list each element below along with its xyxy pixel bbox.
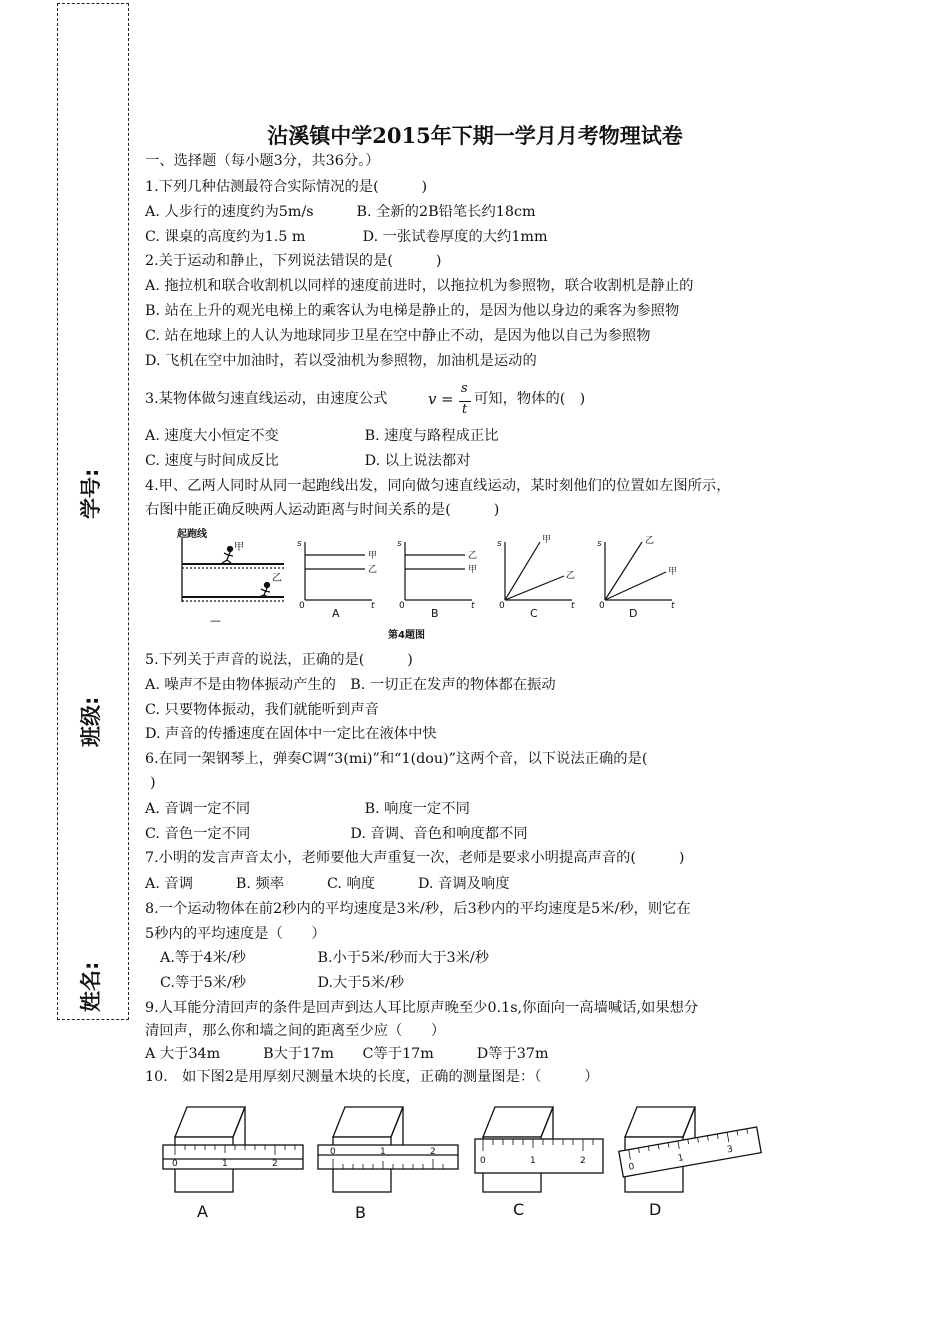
- svg-text:0: 0: [627, 1161, 636, 1173]
- option-b-label: B: [355, 1203, 366, 1222]
- svg-text:1: 1: [677, 1153, 685, 1165]
- question-5: 5.下列关于声音的说法，正确的是( ): [145, 652, 413, 668]
- svg-text:t: t: [671, 601, 675, 611]
- svg-text:2: 2: [272, 1159, 278, 1169]
- q3-options-cd: C. 速度与时间成反比 D. 以上说法都对: [145, 453, 471, 469]
- question-4-line2: 右图中能正确反映两人运动距离与时间关系的是( ): [145, 502, 500, 518]
- formula-v: v: [428, 390, 437, 408]
- q6-options-cd: C. 音色一定不同 D. 音调、音色和响度都不同: [145, 826, 528, 842]
- question-3-end: 可知，物体的( ): [474, 391, 586, 407]
- question-8-line1: 8.一个运动物体在前2秒内的平均速度是3米/秒，后3秒内的平均速度是5米/秒，则它在: [145, 901, 691, 917]
- question-2: 2.关于运动和静止，下列说法错误的是( ): [145, 253, 442, 269]
- question-9-line1: 9.人耳能分清回声的条件是回声到达人耳比原声晚至少0.1s,你面向一高墙喊话,如果想分: [145, 1000, 699, 1016]
- ruler-option-a: [163, 1107, 303, 1221]
- svg-text:t: t: [371, 601, 375, 611]
- svg-text:0: 0: [299, 601, 305, 611]
- ruler-option-b: [318, 1107, 458, 1222]
- svg-text:甲: 甲: [668, 567, 678, 577]
- svg-text:t: t: [471, 601, 475, 611]
- graph-d-label: D: [629, 607, 638, 620]
- exam-title: 沾溪镇中学2015年下期一学月月考物理试卷: [267, 123, 683, 148]
- svg-text:0: 0: [172, 1159, 178, 1169]
- runner-jia-icon: [222, 547, 233, 564]
- ruler-option-c: [475, 1107, 603, 1219]
- graph-a-label: A: [332, 607, 340, 620]
- q2-option-a: A. 拖拉机和联合收割机以同样的速度前进时，以拖拉机为参照物，联合收割机是静止的: [145, 278, 694, 294]
- start-line-scene: [177, 527, 284, 627]
- option-c-label: C: [513, 1200, 525, 1219]
- question-7: 7.小明的发言声音太小，老师要他大声重复一次，老师是要求小明提高声音的( ): [145, 850, 685, 866]
- svg-text:t: t: [571, 601, 575, 611]
- graph-c-label: C: [530, 607, 538, 620]
- svg-text:s: s: [297, 539, 302, 549]
- graph-a: [297, 539, 377, 620]
- svg-text:甲: 甲: [542, 535, 552, 545]
- q1-options-ab: A. 人步行的速度约为5m/s B. 全新的2B铅笔长约18cm: [145, 204, 536, 220]
- svg-text:2: 2: [430, 1147, 436, 1157]
- svg-text:2: 2: [580, 1156, 586, 1166]
- formula-equals: =: [441, 390, 454, 408]
- svg-text:s: s: [497, 539, 502, 549]
- q8-options-ab: A.等于4米/秒 B.小于5米/秒而大于3米/秒: [160, 950, 490, 966]
- q7-options: A. 音调 B. 频率 C. 响度 D. 音调及响度: [145, 876, 510, 892]
- graph-b: [397, 539, 477, 620]
- q2-option-b: B. 站在上升的观光电梯上的乘客认为电梯是静止的，是因为他以身边的乘客为参照物: [145, 303, 680, 319]
- start-line-label: 起跑线: [177, 529, 207, 540]
- q5-options-ab: A. 噪声不是由物体振动产生的 B. 一切正在发声的物体都在振动: [145, 677, 556, 693]
- q8-options-cd: C.等于5米/秒 D.大于5米/秒: [160, 975, 405, 991]
- q3-options-ab: A. 速度大小恒定不变 B. 速度与路程成正比: [145, 428, 499, 444]
- svg-text:s: s: [597, 539, 602, 549]
- section-heading: 一、选择题（每小题3分，共36分。）: [145, 153, 380, 169]
- svg-text:1: 1: [530, 1156, 536, 1166]
- svg-text:1: 1: [222, 1159, 228, 1169]
- svg-text:甲: 甲: [468, 565, 478, 575]
- figure-4-caption: 第4题图: [388, 630, 425, 641]
- scene-label: —: [210, 614, 221, 627]
- formula-numerator: s: [461, 381, 468, 396]
- question-6-line2: ): [150, 775, 156, 791]
- graph-c: [497, 534, 575, 620]
- question-9-line2: 清回声，那么你和墙之间的距离至少应（ ）: [145, 1023, 446, 1039]
- student-number-label: 学号:: [79, 468, 103, 519]
- svg-text:乙: 乙: [468, 551, 478, 561]
- q5-option-c: C. 只要物体振动，我们就能听到声音: [145, 702, 379, 718]
- svg-text:乙: 乙: [645, 536, 655, 546]
- svg-text:1: 1: [380, 1147, 386, 1157]
- svg-text:0: 0: [599, 601, 605, 611]
- figure-10: [155, 1097, 785, 1227]
- svg-text:乙: 乙: [566, 571, 576, 581]
- class-label: 班级:: [79, 696, 103, 747]
- runner-yi-icon: [259, 583, 270, 598]
- option-a-label: A: [197, 1202, 208, 1221]
- q2-option-d: D. 飞机在空中加油时，若以受油机为参照物，加油机是运动的: [145, 353, 537, 369]
- svg-text:甲: 甲: [368, 551, 378, 561]
- q2-option-c: C. 站在地球上的人认为地球同步卫星在空中静止不动，是因为他以自己为参照物: [145, 328, 651, 344]
- question-4-line1: 4.甲、乙两人同时从同一起跑线出发，同向做匀速直线运动，某时刻他们的位置如左图所示，: [145, 478, 731, 494]
- question-1: 1.下列几种估测最符合实际情况的是( ): [145, 179, 428, 195]
- name-label: 姓名:: [79, 961, 103, 1012]
- svg-text:s: s: [397, 539, 402, 549]
- velocity-formula: [428, 382, 476, 422]
- figure-4: [172, 524, 692, 646]
- option-d-label: D: [649, 1200, 662, 1219]
- graph-d: [597, 535, 677, 620]
- label-yi: 乙: [272, 573, 282, 584]
- q9-options: A 大于34m B大于17m C等于17m D等于37m: [145, 1046, 549, 1062]
- question-3-start: 3.某物体做匀速直线运动，由速度公式: [145, 391, 388, 407]
- svg-text:乙: 乙: [368, 565, 378, 575]
- svg-text:0: 0: [399, 601, 405, 611]
- label-jia: 甲: [234, 542, 244, 553]
- svg-text:0: 0: [499, 601, 505, 611]
- svg-text:0: 0: [330, 1147, 336, 1157]
- question-8-line2: 5秒内的平均速度是（ ）: [145, 926, 326, 942]
- question-6-line1: 6.在同一架钢琴上，弹奏C调“3(mi)”和“1(dou)”这两个音，以下说法正确的是(: [145, 751, 648, 767]
- q6-options-ab: A. 音调一定不同 B. 响度一定不同: [145, 801, 470, 817]
- graph-b-label: B: [431, 607, 439, 620]
- q5-option-d: D. 声音的传播速度在固体中一定比在液体中快: [145, 726, 437, 742]
- q1-options-cd: C. 课桌的高度约为1.5 m D. 一张试卷厚度的大约1mm: [145, 229, 548, 245]
- ruler-option-d: [619, 1107, 761, 1219]
- formula-denominator: t: [462, 402, 468, 417]
- svg-text:3: 3: [726, 1144, 734, 1156]
- svg-text:0: 0: [480, 1156, 486, 1166]
- question-10: 10. 如下图2是用厚刻尺测量木块的长度，正确的测量图是：（ ）: [145, 1069, 599, 1085]
